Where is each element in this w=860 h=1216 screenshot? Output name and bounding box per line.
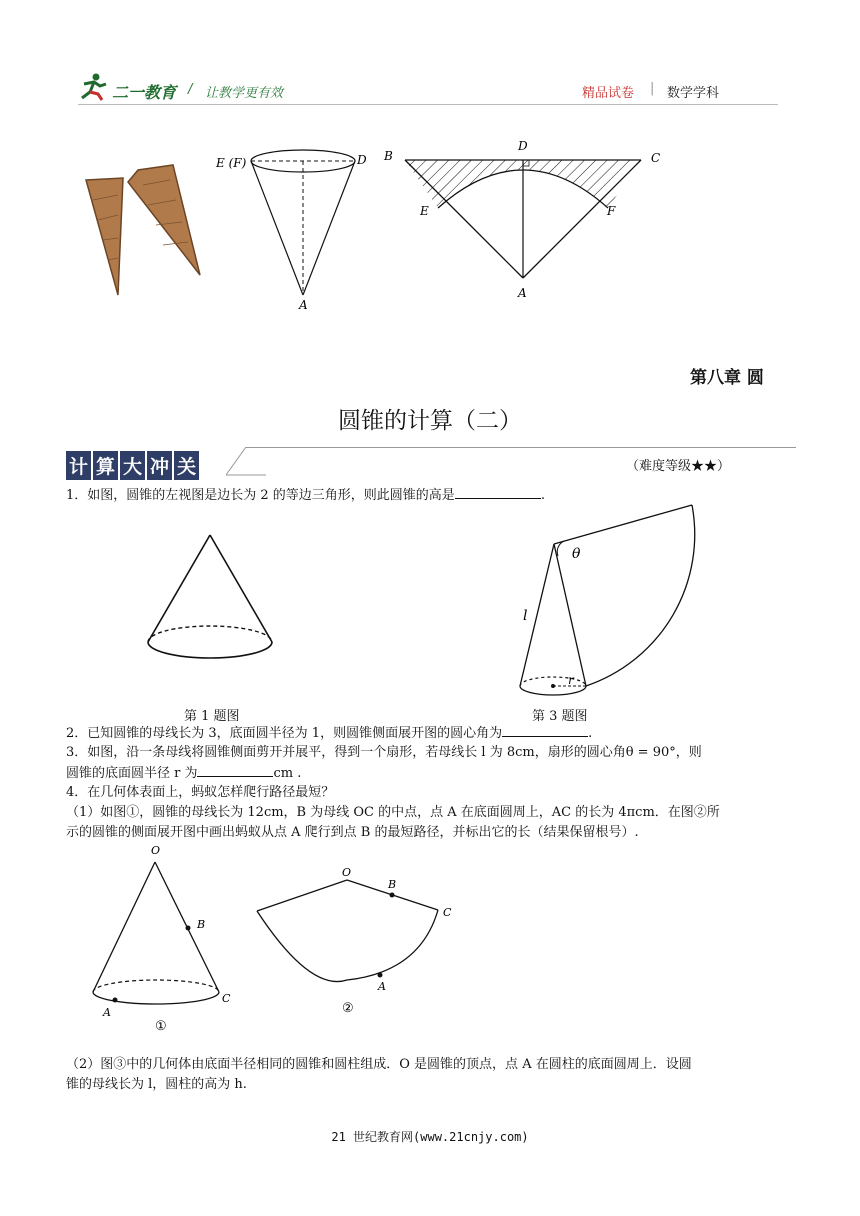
question-4-1-line-2: 示的圆锥的侧面展开图中画出蚂蚁从点 A 爬行到点 B 的最短路径，并标出它的长（结果保留根号）.: [66, 825, 639, 840]
banner-slash: [226, 447, 276, 477]
ice-cream-cones-image: [78, 160, 208, 300]
slogan: 让教学更有效: [205, 86, 284, 101]
tag-left: 精品试卷: [582, 86, 635, 101]
fig4-c2-label: C: [443, 906, 452, 919]
tag-divider: |: [650, 81, 655, 96]
label-ef: E (F): [216, 156, 247, 170]
q3-answer-blank[interactable]: [197, 763, 273, 777]
label-d: D: [357, 153, 367, 167]
q2-text: 2．已知圆锥的母线长为 3，底面圆半径为 1，则圆锥侧面展开图的圆心角为: [66, 726, 503, 741]
header-rule: [78, 104, 778, 105]
page-title: 圆锥的计算（二）: [338, 408, 522, 434]
banner-char-1: 计: [66, 451, 91, 480]
fig3-caption: 第 3 题图: [532, 709, 588, 724]
fig4-b-label: B: [197, 918, 206, 931]
chapter-heading: 第八章 圆: [690, 368, 764, 388]
banner-char-4: 冲: [147, 451, 172, 480]
q2-end: .: [588, 726, 593, 741]
fig4-sector-2: [250, 862, 465, 1017]
fig1-cone: [140, 530, 285, 670]
r-label: r: [568, 673, 574, 687]
label-f: F: [607, 204, 616, 218]
question-4: 4．在几何体表面上，蚂蚁怎样爬行路径最短？: [66, 785, 335, 800]
section-banner: [66, 447, 796, 477]
label-b: B: [384, 149, 393, 163]
question-4-2-line-1: （2）图③中的几何体由底面半径相同的圆锥和圆柱组成．O 是圆锥的顶点，点 A 在圆柱的底面圆周上．设圆: [66, 1057, 692, 1072]
fig4-a2-label: A: [378, 980, 386, 993]
theta-label: θ: [572, 546, 581, 562]
fig4-num-2: ②: [342, 1001, 354, 1016]
label-e: E: [420, 204, 429, 218]
tag-right: 数学学科: [667, 86, 720, 101]
q2-answer-blank[interactable]: [502, 723, 588, 737]
fig3-cone-sector: [510, 500, 730, 705]
question-4-2-line-2: 锥的母线长为 l，圆柱的高为 h.: [66, 1077, 247, 1092]
logo-text: 二一教育: [112, 83, 177, 102]
fig1-caption: 第 1 题图: [184, 709, 240, 724]
q1-end: .: [540, 488, 545, 503]
difficulty-rating: （难度等级★★）: [626, 459, 731, 474]
fig4-o-label: O: [151, 844, 161, 857]
question-2: [66, 723, 592, 744]
question-3-line-1: 3．如图，沿一条母线将圆锥侧面剪开并展平，得到一个扇形，若母线长 l 为 8cm，扇形的圆心角θ = 90°，则: [66, 745, 702, 760]
label-c: C: [651, 151, 661, 165]
banner-char-2: 算: [93, 451, 118, 480]
q1-text: 1．如图，圆锥的左视图是边长为 2 的等边三角形，则此圆锥的高是: [66, 488, 455, 503]
fig4-num-1: ①: [155, 1019, 167, 1034]
q1-answer-blank[interactable]: [455, 485, 541, 499]
runner-logo-icon: [78, 72, 110, 102]
banner-title: [66, 451, 201, 480]
question-4-1-line-1: （1）如图①，圆锥的母线长为 12cm，B 为母线 OC 的中点，点 A 在底面圆周上，AC 的长为 4πcm．在图②所: [66, 805, 720, 820]
label-a-fan: A: [518, 286, 527, 300]
banner-rule: [246, 447, 796, 448]
banner-char-3: 大: [120, 451, 145, 480]
fan-figure-top: [378, 140, 678, 310]
fig4-c-label: C: [222, 992, 231, 1005]
fig4-cone-1: [85, 840, 245, 1035]
cone-figure-top: [215, 145, 375, 315]
fig4-b2-label: B: [388, 878, 397, 891]
q3-text: 圆锥的底面圆半径 r 为: [66, 766, 198, 781]
label-a: A: [299, 298, 308, 312]
fig4-o2-label: O: [342, 866, 352, 879]
header: [0, 0, 860, 110]
l-label: l: [523, 608, 528, 624]
footer: 21 世纪教育网(www.21cnjy.com): [331, 1130, 529, 1144]
q3-unit: cm .: [273, 766, 302, 781]
question-1: [66, 485, 545, 506]
fig4-a-label: A: [103, 1006, 111, 1019]
slogan-divider: /: [188, 82, 193, 97]
banner-char-5: 关: [174, 451, 199, 480]
label-d-top: D: [518, 140, 528, 153]
question-3-line-2: [66, 763, 301, 784]
